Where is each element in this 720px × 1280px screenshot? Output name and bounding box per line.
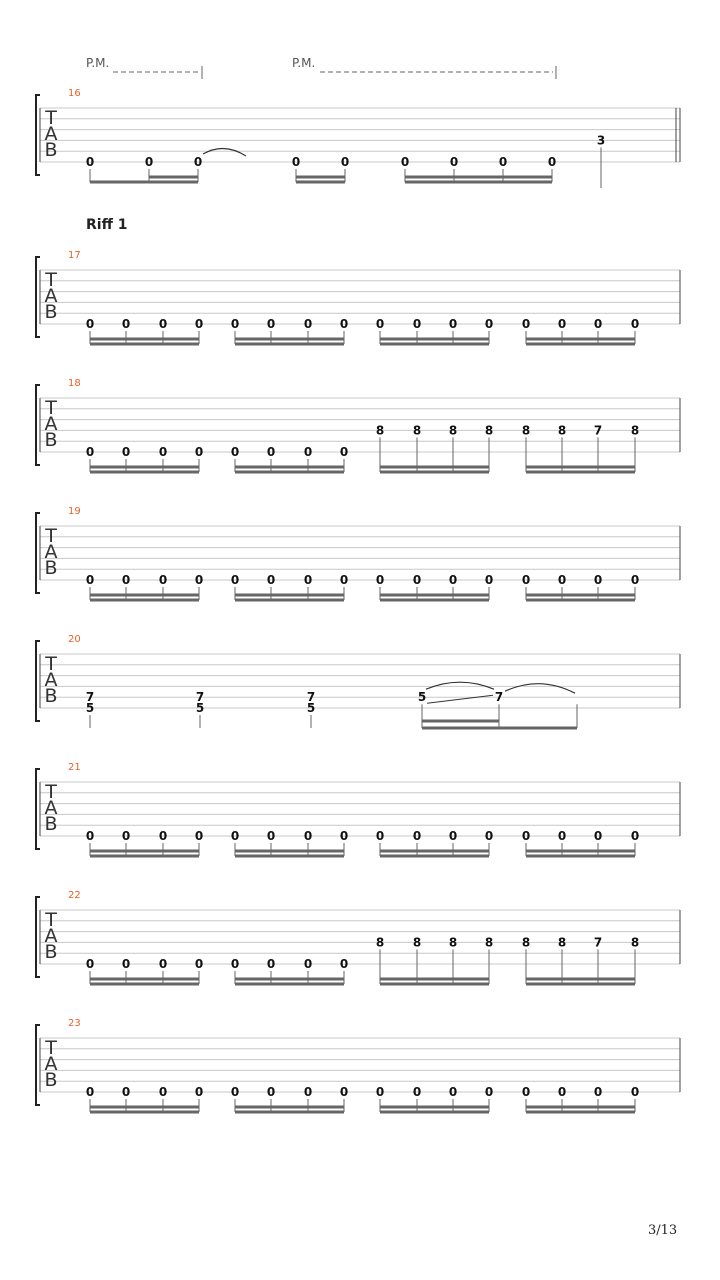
tab-clef-letter: B [44, 1068, 58, 1091]
fret-number: 7 [195, 690, 205, 705]
fret-number: 7 [593, 423, 603, 438]
fret-number: 0 [158, 445, 168, 459]
page-number: 3/13 [648, 1223, 678, 1238]
palm-mute-label-1: P.M. [86, 56, 110, 70]
measure-number: 17 [68, 250, 81, 261]
measure-number: 20 [68, 634, 81, 645]
tab-clef-letter: A [44, 412, 58, 435]
fret-number: 0 [303, 445, 313, 459]
system-bracket [36, 385, 40, 465]
fret-number: 0 [557, 1085, 567, 1099]
fret-number: 0 [340, 155, 350, 169]
system-bracket [36, 513, 40, 593]
fret-number: 5 [195, 701, 205, 715]
staff-system [36, 250, 680, 344]
fret-number: 0 [158, 1085, 168, 1099]
fret-number: 0 [303, 317, 313, 331]
fret-number: 0 [194, 573, 204, 587]
measure-number: 23 [68, 1018, 81, 1029]
fret-number: 0 [630, 829, 640, 843]
tab-clef-letter: A [44, 122, 58, 145]
fret-number: 8 [412, 423, 422, 438]
fret-number: 0 [375, 317, 385, 331]
tab-clef-letter: T [45, 524, 57, 547]
fret-number: 3 [596, 133, 606, 148]
system-bracket [36, 641, 40, 721]
fret-number: 0 [339, 573, 349, 587]
tab-clef-letter: B [44, 684, 58, 707]
fret-number: 0 [85, 573, 95, 587]
measure-number: 22 [68, 890, 81, 901]
staff-system [36, 1018, 680, 1112]
fret-number: 0 [230, 829, 240, 843]
palm-mute-label-2: P.M. [292, 56, 316, 70]
fret-number: 5 [85, 701, 95, 715]
fret-number: 0 [158, 317, 168, 331]
fret-number: 0 [85, 957, 95, 971]
fret-number: 0 [266, 829, 276, 843]
fret-number: 0 [593, 1085, 603, 1099]
fret-number: 0 [375, 573, 385, 587]
fret-number: 0 [303, 957, 313, 971]
slur-arc [426, 682, 494, 689]
tab-clef-letter: B [44, 940, 58, 963]
fret-number: 0 [521, 573, 531, 587]
fret-number: 0 [339, 1085, 349, 1099]
fret-number: 0 [303, 1085, 313, 1099]
measure-number: 16 [68, 88, 81, 99]
fret-number: 0 [266, 957, 276, 971]
fret-number: 0 [194, 317, 204, 331]
fret-number: 0 [339, 829, 349, 843]
fret-number: 0 [158, 573, 168, 587]
fret-number: 7 [494, 690, 504, 705]
fret-number: 7 [593, 935, 603, 950]
fret-number: 0 [484, 829, 494, 843]
fret-number: 0 [303, 829, 313, 843]
fret-number: 0 [557, 829, 567, 843]
tab-clef-letter: B [44, 138, 58, 161]
fret-number: 0 [412, 317, 422, 331]
fret-number: 0 [339, 317, 349, 331]
fret-number: 0 [230, 1085, 240, 1099]
fret-number: 0 [484, 573, 494, 587]
fret-number: 0 [193, 155, 203, 169]
fret-number: 0 [375, 1085, 385, 1099]
fret-number: 0 [121, 957, 131, 971]
fret-number: 8 [557, 935, 567, 950]
system-bracket [36, 257, 40, 337]
tie-arc [505, 684, 575, 694]
fret-number: 0 [230, 957, 240, 971]
tab-clef-letter: T [45, 1036, 57, 1059]
fret-number: 0 [230, 573, 240, 587]
fret-number: 0 [521, 317, 531, 331]
fret-number: 0 [194, 445, 204, 459]
fret-number: 0 [593, 573, 603, 587]
tab-clef-letter: B [44, 812, 58, 835]
fret-number: 8 [484, 423, 494, 438]
section-label: Riff 1 [86, 217, 128, 233]
fret-number: 0 [630, 317, 640, 331]
fret-number: 0 [194, 829, 204, 843]
fret-number: 0 [630, 573, 640, 587]
fret-number: 0 [557, 573, 567, 587]
fret-number: 0 [266, 573, 276, 587]
system-bracket [36, 1025, 40, 1105]
slide-line [427, 695, 493, 703]
fret-number: 8 [521, 423, 531, 438]
fret-number: 0 [412, 1085, 422, 1099]
fret-number: 8 [630, 423, 640, 438]
fret-number: 0 [521, 1085, 531, 1099]
fret-number: 0 [266, 317, 276, 331]
tab-clef-letter: T [45, 268, 57, 291]
tab-clef-letter: T [45, 908, 57, 931]
fret-number: 7 [306, 690, 316, 705]
tab-clef-letter: T [45, 106, 57, 129]
fret-number: 0 [85, 1085, 95, 1099]
fret-number: 0 [121, 1085, 131, 1099]
fret-number: 0 [194, 1085, 204, 1099]
fret-number: 0 [630, 1085, 640, 1099]
fret-number: 5 [417, 690, 427, 705]
tab-clef-letter: A [44, 1052, 58, 1075]
staff-system [36, 506, 680, 600]
fret-number: 8 [630, 935, 640, 950]
measure-number: 18 [68, 378, 81, 389]
fret-number: 0 [339, 445, 349, 459]
system-bracket [36, 897, 40, 977]
fret-number: 8 [375, 423, 385, 438]
fret-number: 0 [303, 573, 313, 587]
fret-number: 0 [194, 957, 204, 971]
fret-number: 0 [448, 1085, 458, 1099]
tab-clef-letter: B [44, 556, 58, 579]
fret-number: 0 [144, 155, 154, 169]
fret-number: 0 [593, 829, 603, 843]
tab-clef-letter: A [44, 284, 58, 307]
fret-number: 0 [547, 155, 557, 169]
fret-number: 0 [400, 155, 410, 169]
tab-clef-letter: A [44, 540, 58, 563]
fret-number: 0 [121, 573, 131, 587]
fret-number: 0 [484, 1085, 494, 1099]
measure-number: 19 [68, 506, 81, 517]
fret-number: 0 [230, 445, 240, 459]
tab-clef-letter: A [44, 668, 58, 691]
staff-system [36, 890, 680, 984]
tab-clef-letter: T [45, 780, 57, 803]
fret-number: 0 [412, 573, 422, 587]
fret-number: 8 [448, 423, 458, 438]
fret-number: 8 [484, 935, 494, 950]
fret-number: 0 [448, 573, 458, 587]
tab-clef-letter: T [45, 652, 57, 675]
fret-number: 8 [557, 423, 567, 438]
fret-number: 0 [85, 317, 95, 331]
fret-number: 0 [412, 829, 422, 843]
fret-number: 0 [158, 957, 168, 971]
tab-clef-letter: T [45, 396, 57, 419]
staff-system [36, 88, 680, 188]
fret-number: 0 [121, 317, 131, 331]
staff-system [36, 762, 680, 856]
fret-number: 7 [85, 690, 95, 705]
tab-clef-letter: B [44, 428, 58, 451]
fret-number: 0 [158, 829, 168, 843]
fret-number: 0 [291, 155, 301, 169]
fret-number: 0 [121, 445, 131, 459]
system-bracket [36, 769, 40, 849]
fret-number: 0 [85, 155, 95, 169]
fret-number: 8 [375, 935, 385, 950]
fret-number: 0 [85, 829, 95, 843]
measure-number: 21 [68, 762, 81, 773]
fret-number: 0 [448, 829, 458, 843]
fret-number: 0 [593, 317, 603, 331]
fret-number: 5 [306, 701, 316, 715]
fret-number: 8 [448, 935, 458, 950]
tie-arc [203, 148, 246, 156]
fret-number: 0 [557, 317, 567, 331]
staff-system [36, 634, 680, 728]
tab-clef-letter: B [44, 300, 58, 323]
fret-number: 0 [498, 155, 508, 169]
fret-number: 0 [121, 829, 131, 843]
fret-number: 0 [375, 829, 385, 843]
tab-clef-letter: A [44, 924, 58, 947]
fret-number: 0 [266, 1085, 276, 1099]
fret-number: 8 [521, 935, 531, 950]
fret-number: 8 [412, 935, 422, 950]
fret-number: 0 [484, 317, 494, 331]
fret-number: 0 [266, 445, 276, 459]
system-bracket [36, 95, 40, 175]
fret-number: 0 [448, 317, 458, 331]
fret-number: 0 [85, 445, 95, 459]
tab-clef-letter: A [44, 796, 58, 819]
fret-number: 0 [449, 155, 459, 169]
fret-number: 0 [339, 957, 349, 971]
fret-number: 0 [230, 317, 240, 331]
fret-number: 0 [521, 829, 531, 843]
staff-system [36, 378, 680, 472]
